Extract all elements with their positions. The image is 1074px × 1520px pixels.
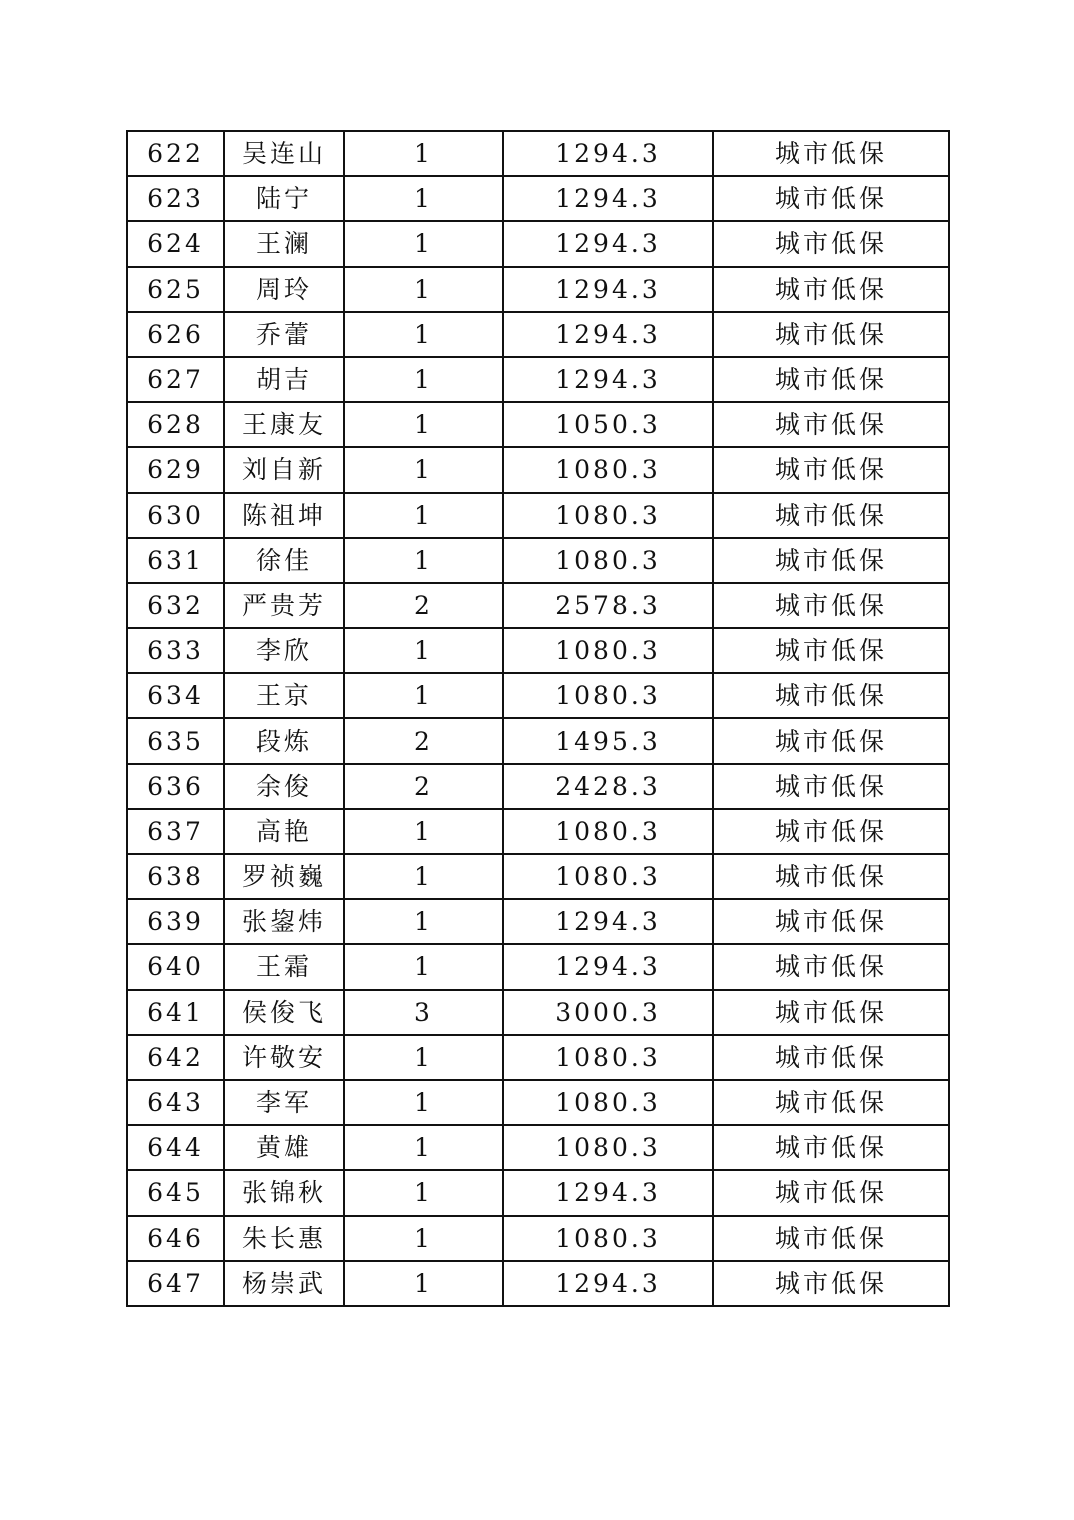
cell-household-count: 1 <box>344 267 503 312</box>
cell-serial-number: 632 <box>127 583 224 628</box>
cell-recipient-name: 余俊 <box>224 764 344 809</box>
cell-amount: 1294.3 <box>503 131 713 176</box>
cell-household-count: 1 <box>344 1080 503 1125</box>
cell-recipient-name: 严贵芳 <box>224 583 344 628</box>
cell-recipient-name: 侯俊飞 <box>224 990 344 1035</box>
cell-assistance-type: 城市低保 <box>713 447 949 492</box>
cell-amount: 2428.3 <box>503 764 713 809</box>
cell-recipient-name: 张鋆炜 <box>224 899 344 944</box>
cell-assistance-type: 城市低保 <box>713 944 949 989</box>
cell-assistance-type: 城市低保 <box>713 1170 949 1215</box>
cell-serial-number: 628 <box>127 402 224 447</box>
cell-recipient-name: 段炼 <box>224 718 344 763</box>
cell-assistance-type: 城市低保 <box>713 221 949 266</box>
cell-serial-number: 645 <box>127 1170 224 1215</box>
cell-assistance-type: 城市低保 <box>713 809 949 854</box>
cell-household-count: 1 <box>344 1035 503 1080</box>
table-row <box>127 176 949 221</box>
cell-household-count: 1 <box>344 673 503 718</box>
cell-household-count: 2 <box>344 583 503 628</box>
cell-serial-number: 626 <box>127 312 224 357</box>
cell-recipient-name: 张锦秋 <box>224 1170 344 1215</box>
cell-amount: 1080.3 <box>503 447 713 492</box>
table-row <box>127 267 949 312</box>
cell-serial-number: 627 <box>127 357 224 402</box>
cell-assistance-type: 城市低保 <box>713 267 949 312</box>
cell-amount: 1495.3 <box>503 718 713 763</box>
cell-amount: 1294.3 <box>503 944 713 989</box>
cell-assistance-type: 城市低保 <box>713 673 949 718</box>
cell-amount: 1080.3 <box>503 1035 713 1080</box>
table-row <box>127 1125 949 1170</box>
cell-household-count: 1 <box>344 447 503 492</box>
table-row <box>127 1216 949 1261</box>
cell-amount: 1294.3 <box>503 176 713 221</box>
cell-assistance-type: 城市低保 <box>713 176 949 221</box>
cell-amount: 1294.3 <box>503 899 713 944</box>
table-row <box>127 1261 949 1306</box>
cell-assistance-type: 城市低保 <box>713 1261 949 1306</box>
cell-household-count: 2 <box>344 718 503 763</box>
cell-serial-number: 643 <box>127 1080 224 1125</box>
cell-recipient-name: 王康友 <box>224 402 344 447</box>
cell-serial-number: 629 <box>127 447 224 492</box>
table-row <box>127 221 949 266</box>
cell-amount: 1080.3 <box>503 673 713 718</box>
subsidy-roster-table <box>126 130 950 1307</box>
table-row <box>127 628 949 673</box>
cell-serial-number: 635 <box>127 718 224 763</box>
cell-recipient-name: 王澜 <box>224 221 344 266</box>
cell-household-count: 1 <box>344 809 503 854</box>
cell-amount: 1080.3 <box>503 1216 713 1261</box>
cell-household-count: 1 <box>344 402 503 447</box>
cell-recipient-name: 周玲 <box>224 267 344 312</box>
cell-assistance-type: 城市低保 <box>713 538 949 583</box>
cell-recipient-name: 陈祖坤 <box>224 493 344 538</box>
cell-assistance-type: 城市低保 <box>713 131 949 176</box>
table-row <box>127 764 949 809</box>
cell-recipient-name: 许敬安 <box>224 1035 344 1080</box>
cell-serial-number: 625 <box>127 267 224 312</box>
cell-amount: 1294.3 <box>503 267 713 312</box>
cell-serial-number: 647 <box>127 1261 224 1306</box>
cell-amount: 1080.3 <box>503 1080 713 1125</box>
table-row <box>127 357 949 402</box>
table-row <box>127 899 949 944</box>
table-row <box>127 312 949 357</box>
cell-assistance-type: 城市低保 <box>713 583 949 628</box>
cell-recipient-name: 刘自新 <box>224 447 344 492</box>
cell-serial-number: 636 <box>127 764 224 809</box>
cell-assistance-type: 城市低保 <box>713 854 949 899</box>
cell-recipient-name: 罗祯巍 <box>224 854 344 899</box>
cell-serial-number: 639 <box>127 899 224 944</box>
cell-recipient-name: 王京 <box>224 673 344 718</box>
cell-assistance-type: 城市低保 <box>713 402 949 447</box>
cell-household-count: 1 <box>344 944 503 989</box>
cell-household-count: 1 <box>344 221 503 266</box>
cell-household-count: 1 <box>344 1125 503 1170</box>
table-row <box>127 402 949 447</box>
cell-assistance-type: 城市低保 <box>713 493 949 538</box>
cell-household-count: 1 <box>344 538 503 583</box>
table-row <box>127 131 949 176</box>
table-row <box>127 809 949 854</box>
table-row <box>127 944 949 989</box>
cell-amount: 1080.3 <box>503 493 713 538</box>
cell-amount: 2578.3 <box>503 583 713 628</box>
table-row <box>127 854 949 899</box>
cell-household-count: 1 <box>344 1170 503 1215</box>
cell-amount: 1080.3 <box>503 854 713 899</box>
cell-serial-number: 623 <box>127 176 224 221</box>
cell-household-count: 1 <box>344 357 503 402</box>
table-row <box>127 990 949 1035</box>
table-body <box>127 131 949 1306</box>
cell-assistance-type: 城市低保 <box>713 628 949 673</box>
cell-serial-number: 644 <box>127 1125 224 1170</box>
cell-amount: 1294.3 <box>503 1261 713 1306</box>
cell-household-count: 2 <box>344 764 503 809</box>
cell-serial-number: 633 <box>127 628 224 673</box>
cell-serial-number: 641 <box>127 990 224 1035</box>
cell-assistance-type: 城市低保 <box>713 764 949 809</box>
cell-household-count: 1 <box>344 1261 503 1306</box>
cell-household-count: 3 <box>344 990 503 1035</box>
cell-serial-number: 634 <box>127 673 224 718</box>
cell-amount: 1080.3 <box>503 809 713 854</box>
cell-household-count: 1 <box>344 131 503 176</box>
cell-recipient-name: 李军 <box>224 1080 344 1125</box>
cell-household-count: 1 <box>344 1216 503 1261</box>
cell-assistance-type: 城市低保 <box>713 1035 949 1080</box>
cell-serial-number: 622 <box>127 131 224 176</box>
cell-amount: 1294.3 <box>503 221 713 266</box>
cell-recipient-name: 李欣 <box>224 628 344 673</box>
table-row <box>127 718 949 763</box>
cell-assistance-type: 城市低保 <box>713 1125 949 1170</box>
cell-serial-number: 631 <box>127 538 224 583</box>
cell-assistance-type: 城市低保 <box>713 718 949 763</box>
cell-recipient-name: 徐佳 <box>224 538 344 583</box>
cell-amount: 1294.3 <box>503 357 713 402</box>
cell-serial-number: 642 <box>127 1035 224 1080</box>
cell-serial-number: 646 <box>127 1216 224 1261</box>
cell-household-count: 1 <box>344 628 503 673</box>
cell-serial-number: 624 <box>127 221 224 266</box>
cell-amount: 1080.3 <box>503 1125 713 1170</box>
cell-recipient-name: 乔蕾 <box>224 312 344 357</box>
table-row <box>127 1035 949 1080</box>
cell-amount: 1050.3 <box>503 402 713 447</box>
table-row <box>127 583 949 628</box>
cell-recipient-name: 杨崇武 <box>224 1261 344 1306</box>
cell-assistance-type: 城市低保 <box>713 1080 949 1125</box>
cell-household-count: 1 <box>344 312 503 357</box>
cell-amount: 1080.3 <box>503 538 713 583</box>
table-row <box>127 673 949 718</box>
table-row <box>127 1080 949 1125</box>
cell-assistance-type: 城市低保 <box>713 899 949 944</box>
cell-recipient-name: 朱长惠 <box>224 1216 344 1261</box>
cell-serial-number: 640 <box>127 944 224 989</box>
cell-serial-number: 630 <box>127 493 224 538</box>
cell-household-count: 1 <box>344 899 503 944</box>
cell-recipient-name: 王霜 <box>224 944 344 989</box>
table-row <box>127 447 949 492</box>
cell-serial-number: 638 <box>127 854 224 899</box>
table-row <box>127 538 949 583</box>
cell-assistance-type: 城市低保 <box>713 1216 949 1261</box>
cell-recipient-name: 黄雄 <box>224 1125 344 1170</box>
table-row <box>127 1170 949 1215</box>
cell-household-count: 1 <box>344 176 503 221</box>
table-row <box>127 493 949 538</box>
cell-household-count: 1 <box>344 493 503 538</box>
cell-assistance-type: 城市低保 <box>713 357 949 402</box>
cell-recipient-name: 高艳 <box>224 809 344 854</box>
cell-amount: 1294.3 <box>503 1170 713 1215</box>
cell-assistance-type: 城市低保 <box>713 990 949 1035</box>
cell-recipient-name: 胡吉 <box>224 357 344 402</box>
cell-amount: 1080.3 <box>503 628 713 673</box>
cell-household-count: 1 <box>344 854 503 899</box>
cell-assistance-type: 城市低保 <box>713 312 949 357</box>
cell-amount: 3000.3 <box>503 990 713 1035</box>
cell-amount: 1294.3 <box>503 312 713 357</box>
cell-serial-number: 637 <box>127 809 224 854</box>
cell-recipient-name: 陆宁 <box>224 176 344 221</box>
cell-recipient-name: 吴连山 <box>224 131 344 176</box>
